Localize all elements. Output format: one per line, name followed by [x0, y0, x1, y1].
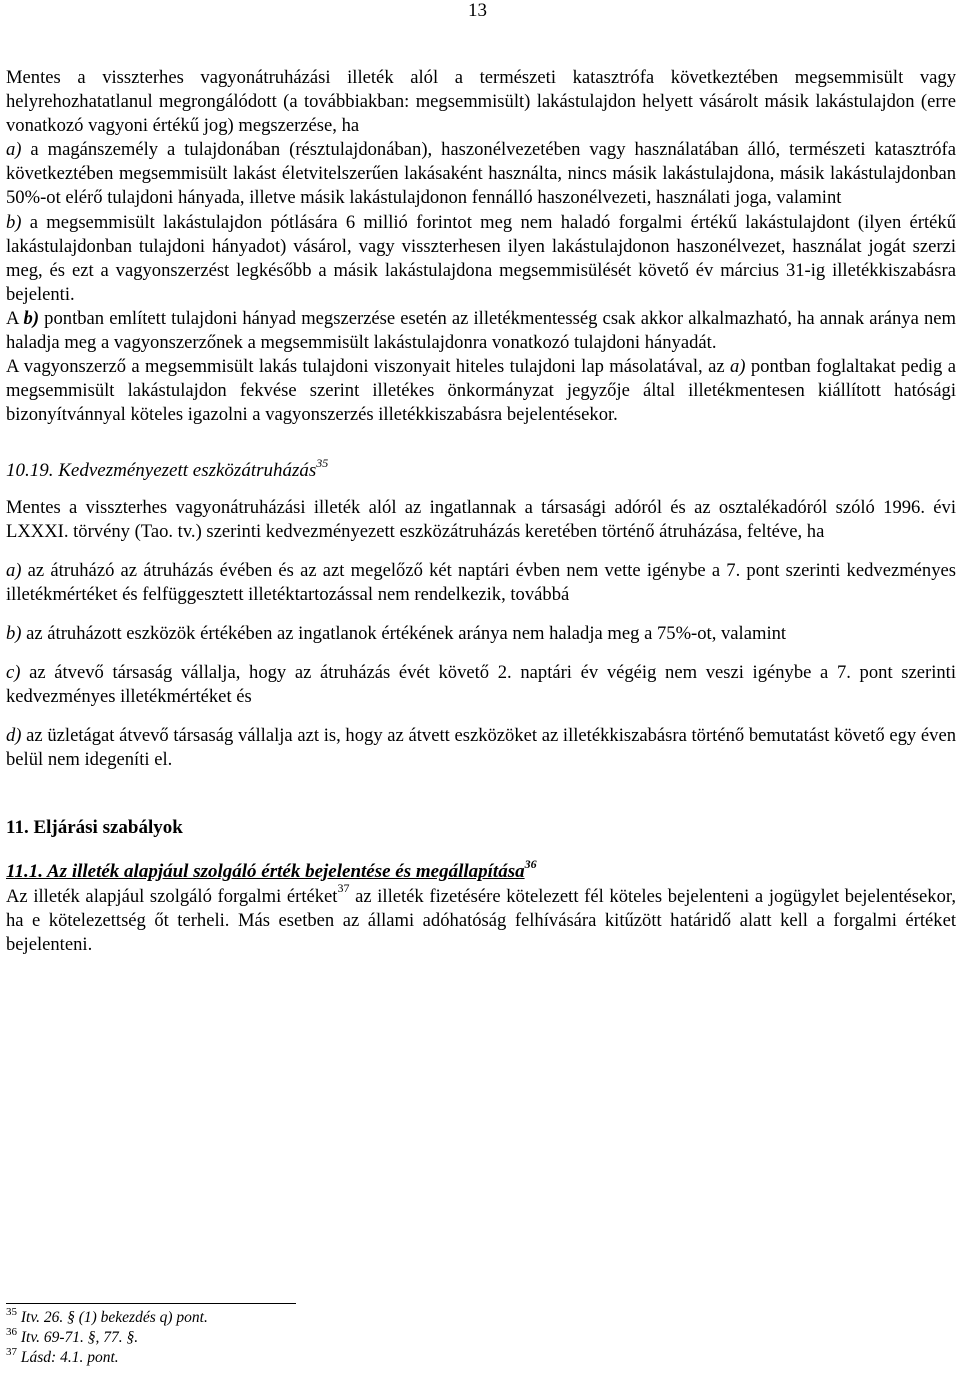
footnote-text: Itv. 26. § (1) bekezdés q) pont.: [17, 1309, 208, 1326]
item-text: az átruházó az átruházás évében és az azt megelőző két naptári évben nem vette igénybe a 7. pont szerinti kedvezményes illetékmértéket és felfüggesztett illetéktartozással nem rendelkezik, továbbá: [6, 559, 956, 605]
footnote-ref[interactable]: 35: [316, 456, 329, 471]
footnote: [6, 1345, 956, 1368]
item-text: az átvevő társaság vállalja, hogy az átruházás évét követő 2. naptári év végéig nem veszi igénybe a 7. pont szerinti kedvezményes illetékmértéket és: [6, 661, 956, 708]
item-label: a): [729, 356, 746, 378]
footnote: [6, 1305, 956, 1328]
list-item: [6, 559, 956, 607]
list-item: [6, 661, 956, 709]
section-heading-11-1: [6, 857, 956, 884]
footnote-number: 36: [6, 1325, 17, 1338]
section-heading-11: 11. Eljárási szabályok: [6, 817, 183, 839]
item-text: az üzletágat átvevő társaság vállalja azt is, hogy az átvett eszközöket az illetékkiszabásra történő bemutatást követő egy éven belül nem idegeníti el.: [6, 725, 956, 771]
footnote-number: 37: [6, 1345, 17, 1358]
heading-text: 10.19. Kedvezményezett eszközátruházás: [6, 460, 317, 482]
paragraph-text: Az illeték alapjául szolgáló forgalmi értéket: [6, 885, 338, 907]
proof-paragraph: [6, 355, 956, 427]
footnote: [6, 1325, 956, 1348]
item-text: a megsemmisült lakástulajdon pótlására 6 millió forintot meg nem haladó forgalmi értékű lakástulajdont (ilyen értékű lakástulajdonban tulajdoni hányadot) vásárol, vagy visszterhesen ilyen lakástulajdonon haszonélvezet, használat jogát szerzi meg, és ezt a vagyonszerzést legkésőbb a másik lakástulajdona megsemmisülését követő év március 31-ig illetékkiszabásra bejelenti.: [6, 211, 956, 305]
footnotes: [6, 1303, 956, 1368]
item-label: b): [6, 622, 22, 644]
footnote-divider: [6, 1303, 296, 1304]
footnote-number: 35: [6, 1305, 17, 1318]
item-label: d): [6, 725, 22, 747]
item-text: az átruházott eszközök értékében az ingatlanok értékének aránya nem haladja meg a 75%-ot, valamint: [21, 622, 787, 644]
item-label: a): [6, 139, 22, 161]
footnote-text: Itv. 69-71. §, 77. §.: [17, 1329, 139, 1346]
document-body: [6, 66, 956, 957]
item-text: a magánszemély a tulajdonában (résztulajdonában), haszonélvezetében vagy használatában álló, természeti katasztrófa következtében megsemmisült lakást életvitelszerűen lakásaként használta, nincs másik lakástulajdona, másik lakástulajdonban 50%-ot elérő tulajdoni hányada, illetve másik lakástulajdonon fennálló haszonélvezeti, használati joga, valamint: [6, 139, 956, 209]
paragraph-text: A vagyonszerző a megsemmisült lakás tulajdoni viszonyait hiteles tulajdoni lap másolatával, az: [6, 356, 730, 378]
value-declaration-paragraph: [6, 881, 956, 957]
paragraph-text: Mentes a visszterhes vagyonátruházási illeték alól a természeti katasztrófa következtében megsemmisült vagy helyrehozhatatlanul megrongálódott (a továbbiakban: megsemmisült) lakástulajdon helyett vásárolt másik lakástulajdon (erre vonatkozó vagyoni értékű jog) megszerzése, ha: [6, 67, 956, 137]
list-item: [6, 724, 956, 772]
item-label: c): [6, 661, 21, 683]
heading-text: 11.1. Az illeték alapjául szolgáló érték bejelentése és megállapítása: [6, 861, 525, 883]
footnote-text: Lásd: 4.1. pont.: [17, 1349, 119, 1366]
list-item: [6, 622, 956, 646]
item-label: a): [6, 559, 22, 581]
section-heading-10-19: [6, 456, 956, 483]
asset-transfer-intro: Mentes a visszterhes vagyonátruházási illeték alól az ingatlannak a társasági adóról és az osztalékadóról szóló 1996. évi LXXXI. törvény (Tao. tv.) szerinti kedvezményezett eszközátruházás keretében történő átruházása, feltéve, ha: [6, 496, 956, 542]
item-label: b): [23, 307, 40, 329]
share-condition-paragraph: [6, 307, 956, 355]
footnote-ref[interactable]: 36: [524, 857, 537, 872]
paragraph-text: az illeték fizetésére kötelezett fél köteles bejelenteni a jogügylet bejelentésekor, ha e kötelezettség őt terheli. Más esetben az állami adóhatóság felhívására kitűzött határidő alatt kell a forgalmi értéket bejelenteni.: [6, 885, 956, 955]
paragraph-text: A: [6, 307, 24, 329]
item-label: b): [6, 211, 22, 233]
paragraph-text: pontban említett tulajdoni hányad megszerzése esetén az illetékmentesség csak akkor alkalmazható, ha annak aránya nem haladja meg a vagyonszerzőnek a megsemmisült lakástulajdonra vonatkozó tulajdoni hányadát.: [6, 307, 956, 354]
paragraph-text: pontban foglaltakat pedig a megsemmisült lakástulajdon fekvése szerint illetékes önkormányzat jegyzője által illetékmentesen kiállított hatósági bizonyítvánnyal köteles igazolni a vagyonszerzés illetékkiszabásra bejelentésekor.: [6, 356, 956, 426]
page-number: 13: [468, 0, 487, 21]
exemption-intro-paragraph: [6, 66, 956, 307]
footnote-ref[interactable]: 37: [337, 881, 350, 896]
